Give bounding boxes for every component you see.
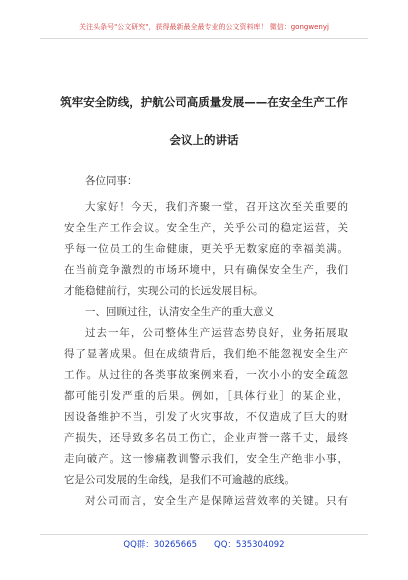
paragraph-line: 过去一年，公司整体生产运营态势良好，业务拓展取	[85, 327, 348, 339]
section-heading: 一、回顾过往，认清安全生产的重大意义	[85, 306, 274, 318]
document-title: 筑牢安全防线，护航公司高质量发展——在安全生产工作	[60, 95, 348, 109]
paragraph-line: 都可能引发严重的后果。例如，［具体行业］的某企业，	[64, 390, 348, 402]
header-divider	[40, 38, 368, 39]
paragraph-line: 大家好！今天，我们齐聚一堂，召开这次至关重要的	[85, 201, 348, 213]
footer-divider	[40, 534, 368, 535]
paragraph-line: 得了显著成果。但在成绩背后，我们绝不能忽视安全生产	[64, 348, 348, 360]
salutation: 各位同事：	[85, 175, 138, 187]
document-title-continuation: 会议上的讲话	[169, 133, 239, 147]
paragraph-line: 在当前竞争激烈的市场环境中，只有确保安全生产，我们	[64, 264, 348, 276]
paragraph-line: 它是公司发展的生命线，是我们不可逾越的底线。	[64, 474, 295, 486]
footer-contact: QQ群：30265665 QQ：535304092	[123, 540, 285, 550]
paragraph-line: 乎每一位员工的生命健康，更关乎无数家庭的幸福美满。	[64, 243, 348, 255]
paragraph-line: 对公司而言，安全生产是保障运营效率的关键。只有	[85, 495, 348, 507]
header-banner: 关注头条号"公文研究"，获得最新最全最专业的公文资料库！ 微信：gongwenyj	[79, 23, 329, 31]
paragraph-line: 才能稳健前行，实现公司的长远发展目标。	[64, 285, 264, 297]
paragraph-line: 产损失，还导致多名员工伤亡，企业声誉一落千丈，最终	[64, 432, 348, 444]
paragraph-line: 安全生产工作会议。安全生产，关乎公司的稳定运营，关	[64, 222, 348, 234]
paragraph-line: 工作。从过往的各类事故案例来看，一次小小的安全疏忽	[64, 369, 348, 381]
paragraph-line: 走向破产。这一惨痛教训警示我们，安全生产绝非小事，	[64, 453, 348, 465]
paragraph-line: 因设备维护不当，引发了火灾事故，不仅造成了巨大的财	[64, 411, 348, 423]
